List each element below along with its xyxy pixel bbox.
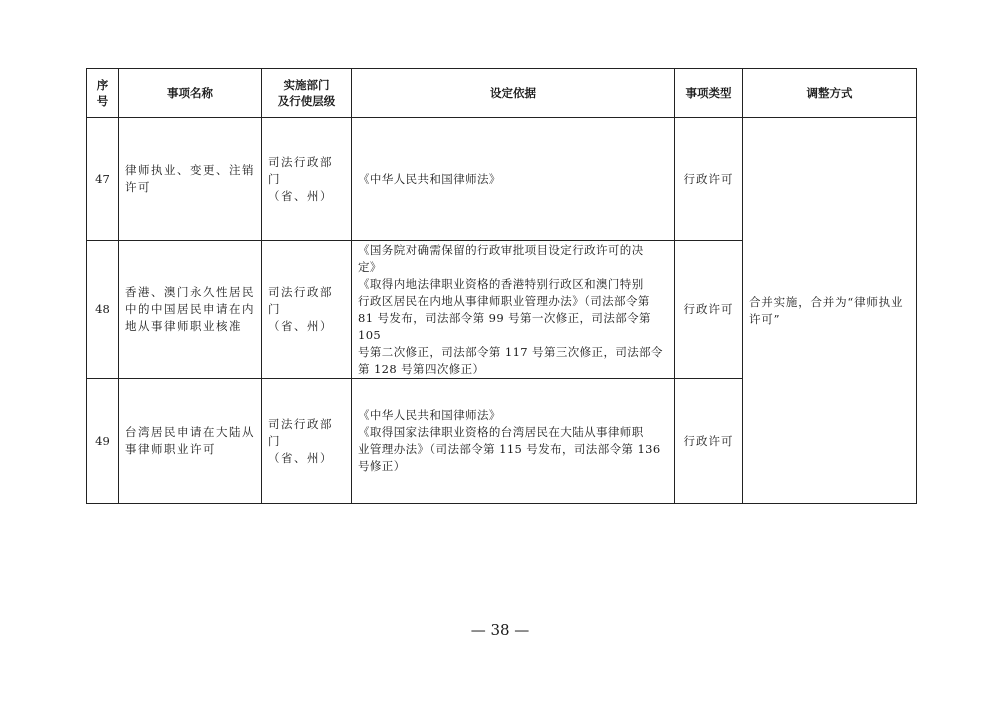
table-header-row [87, 69, 917, 118]
header-basis: 设定依据 [352, 69, 675, 118]
department: 司法行政部门 （省、州） [262, 241, 352, 379]
item-type: 行政许可 [675, 379, 743, 504]
item-name: 律师执业、变更、注销 许可 [119, 118, 262, 241]
department: 司法行政部门 （省、州） [262, 379, 352, 504]
header-adjust: 调整方式 [743, 69, 917, 118]
item-name: 台湾居民申请在大陆从 事律师职业许可 [119, 379, 262, 504]
item-type: 行政许可 [675, 118, 743, 241]
row-number: 47 [87, 118, 119, 241]
header-name: 事项名称 [119, 69, 262, 118]
adjustment-method: 合并实施，合并为“律师执业 许可” [743, 118, 917, 504]
table-row [87, 118, 917, 241]
department: 司法行政部门 （省、州） [262, 118, 352, 241]
header-type: 事项类型 [675, 69, 743, 118]
row-number: 49 [87, 379, 119, 504]
header-dept: 实施部门 及行使层级 [262, 69, 352, 118]
item-name: 香港、澳门永久性居民 中的中国居民申请在内 地从事律师职业核准 [119, 241, 262, 379]
row-number: 48 [87, 241, 119, 379]
item-type: 行政许可 [675, 241, 743, 379]
legal-basis: 《国务院对确需保留的行政审批项目设定行政许可的决 定》 《取得内地法律职业资格的香港特别行政区和澳门特别 行政区居民在内地从事律师职业管理办法》（司法部令第 81 号发布，司法部令第 99 号第一次修正，司法部令第 105 号第二次修正，司法部令第 117 号第三次修正，司法部令 第 128 号第四次修正） [352, 241, 675, 379]
header-no: 序 号 [87, 69, 119, 118]
page-number: — 38 — [470, 621, 530, 639]
approval-items-table [86, 68, 917, 504]
legal-basis: 《中华人民共和国律师法》 [352, 118, 675, 241]
legal-basis: 《中华人民共和国律师法》 《取得国家法律职业资格的台湾居民在大陆从事律师职 业管理办法》（司法部令第 115 号发布，司法部令第 136 号修正） [352, 379, 675, 504]
